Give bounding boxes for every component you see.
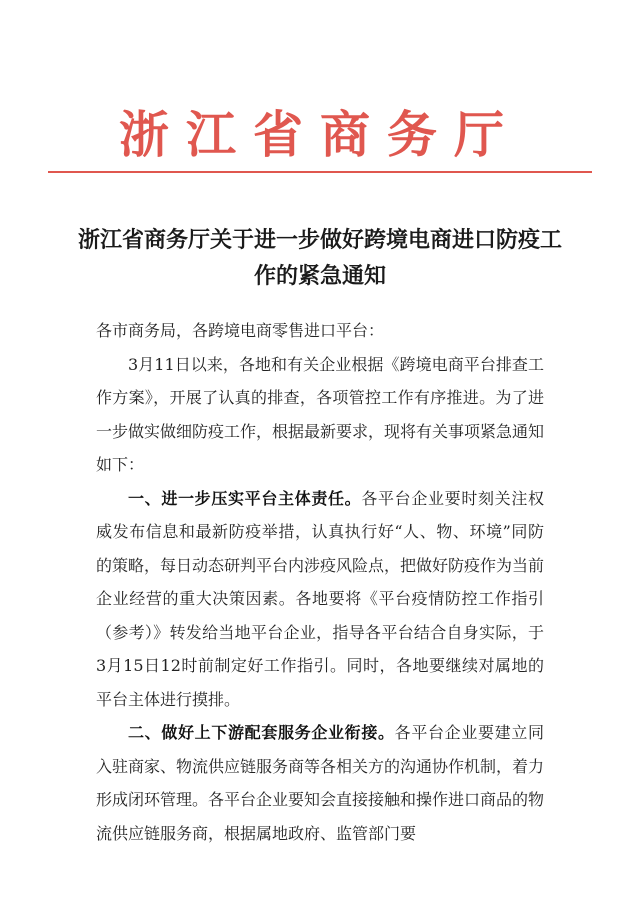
paragraph-intro — [96, 348, 544, 482]
paragraph-section-2 — [96, 716, 544, 850]
document-body — [96, 314, 544, 850]
salutation: 各市商务局，各跨境电商零售进口平台： — [96, 321, 385, 340]
section-1-text: 各平台企业要时刻关注权威发布信息和最新防疫举措，认真执行好“人、物、环境”同防的策略，每日动态研判平台内涉疫风险点，把做好防疫作为当前企业经营的重大决策因素。各地要将《平台疫情防控工作指引（参考）》转发给当地平台企业，指导各平台结合自身实际，于3月15日12时前制定好工作指引。同时，各地要继续对属地的平台主体进行摸排。 — [96, 488, 545, 709]
paragraph-section-1 — [96, 482, 544, 717]
section-2-text: 各平台企业要建立同入驻商家、物流供应链服务商等各相关方的沟通协作机制，着力形成闭环管理。各平台企业要知会直接接触和操作进口商品的物流供应链服务商，根据属地政府、监管部门要 — [96, 723, 545, 843]
section-2-heading: 二、做好上下游配套服务企业衔接。 — [128, 723, 395, 742]
section-1-heading: 一、进一步压实平台主体责任。 — [128, 488, 362, 508]
masthead-title: 浙江省商务厅 — [119, 105, 521, 164]
document-title: 浙江省商务厅关于进一步做好跨境电商进口防疫工作的紧急通知 — [77, 227, 562, 289]
paragraph-text: 3月11日以来，各地和有关企业根据《跨境电商平台排查工作方案》，开展了认真的排查，各项管控工作有序推进。为了进一步做实做细防疫工作，根据最新要求，现将有关事项紧急通知如下： — [96, 354, 545, 474]
masthead-divider — [48, 171, 592, 173]
